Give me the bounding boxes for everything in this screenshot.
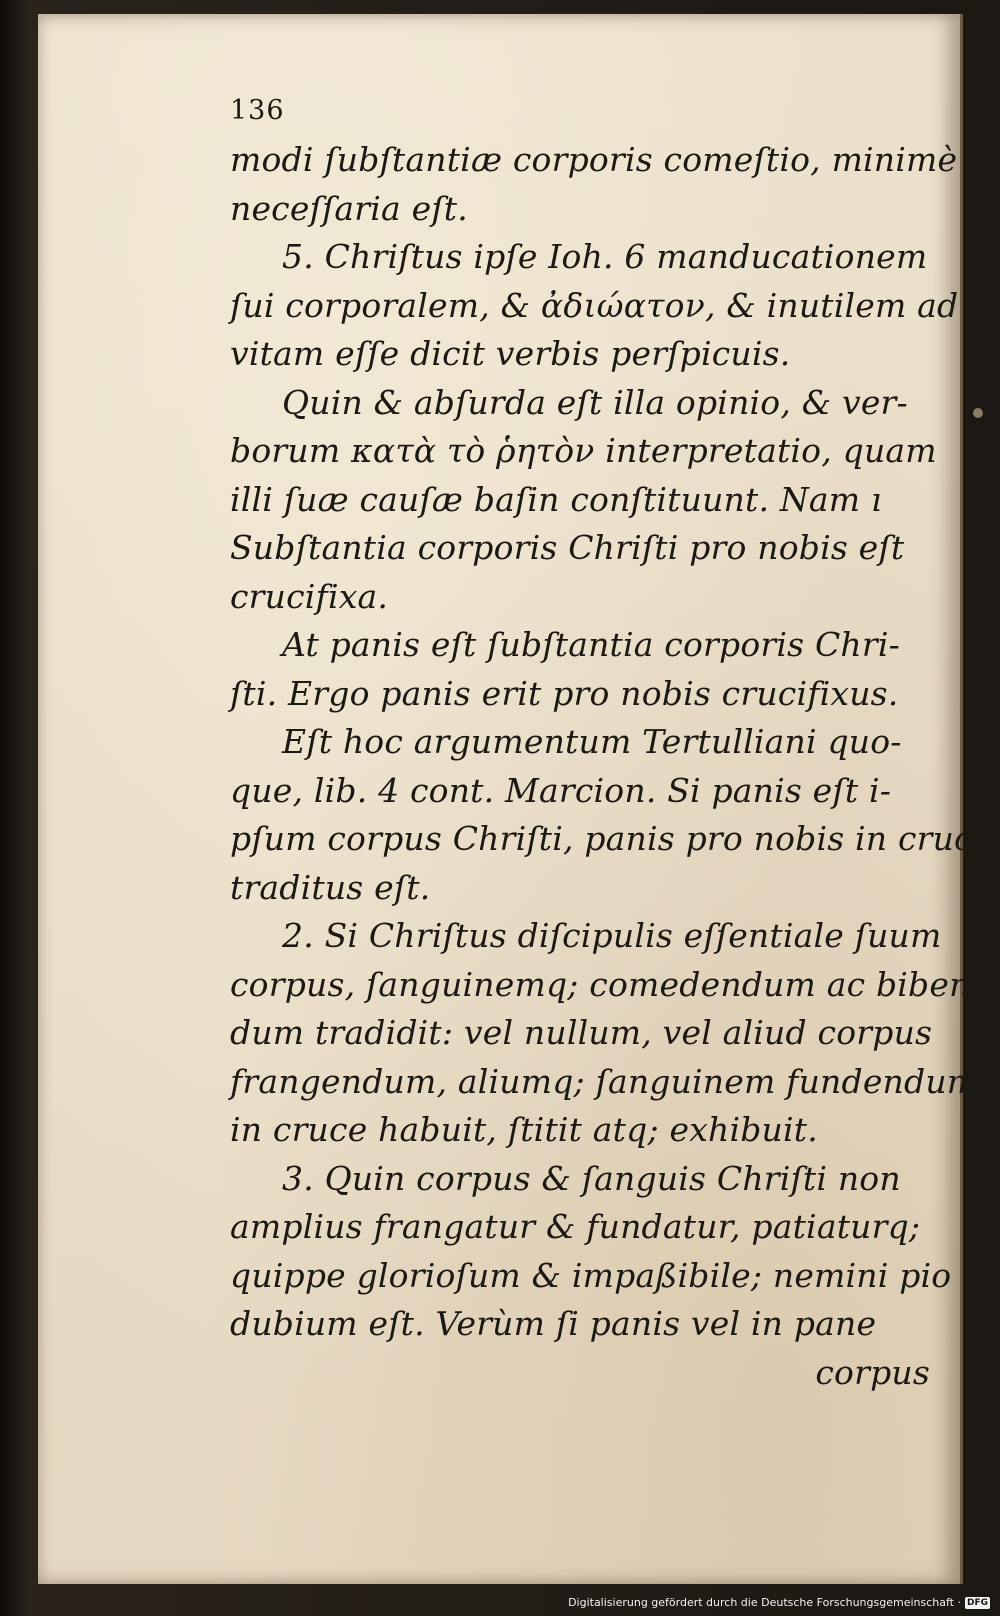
text-line: corpus, ſanguinemq; comedendum ac biben-: [230, 964, 982, 1004]
text-line: 3. Quin corpus & ſanguis Chriſti non: [282, 1158, 901, 1198]
text-line: traditus eſt.: [230, 867, 431, 907]
text-line: frangendum, aliumq; ſanguinem fundendum: [230, 1061, 979, 1101]
text-line: At panis eſt ſubſtantia corporis Chri-: [282, 625, 900, 664]
page-number: 136: [230, 95, 285, 126]
text-line: que, lib. 4 cont. Marcion. Si panis eſt i-: [230, 770, 892, 810]
text-line: in cruce habuit, ſtitit atq; exhibuit.: [230, 1110, 818, 1149]
text-line: quippe glorioſum & impaßibile; nemini pio: [230, 1255, 952, 1295]
margin-mark: [973, 408, 983, 418]
credit-text: Digitalisierung gefördert durch die Deutsche Forschungsgemeinschaft ·: [568, 1596, 961, 1609]
text-line: 5. Chriſtus ipſe Ioh. 6 manducationem: [282, 237, 928, 276]
text-line: ſti. Ergo panis erit pro nobis crucifixus.: [230, 673, 899, 713]
text-line: vitam eſſe dicit verbis perſpicuis.: [230, 334, 791, 373]
text-line: Quin & abſurda eſt illa opinio, & ver-: [282, 382, 908, 422]
page-text: [230, 95, 993, 1397]
text-line: illi ſuæ cauſæ baſin conſtituunt. Nam ı: [230, 479, 882, 519]
text-line: amplius frangatur & fundatur, patiaturq;: [230, 1207, 921, 1246]
catchword: corpus: [815, 1352, 930, 1392]
text-line: crucifixa.: [230, 576, 389, 616]
text-line: dum tradidit: vel nullum, vel aliud corpus: [230, 1013, 933, 1052]
digitization-credit: [568, 1596, 990, 1610]
text-line: borum κατὰ τὸ ῥητὸν interpretatio, quam: [230, 431, 937, 470]
text-line: dubium eſt. Verùm ſi panis vel in pane: [230, 1304, 877, 1343]
text-line: modi ſubſtantiæ corporis comeſtio, minimè: [230, 140, 958, 179]
text-line: 2. Si Chriſtus diſcipulis eſſentiale ſuum: [282, 916, 942, 955]
text-line: Eſt hoc argumentum Tertulliani quo-: [282, 722, 902, 761]
text-line: ſui corporalem, & ἀδιώατον, & inutilem ad: [230, 285, 959, 325]
dfg-logo: DFG: [966, 1598, 988, 1608]
text-line: Subſtantia corporis Chriſti pro nobis eſt: [230, 528, 905, 567]
text-line: neceſſaria eſt.: [230, 188, 468, 228]
text-line: pſum corpus Chriſti, panis pro nobis in cruce: [230, 819, 993, 858]
